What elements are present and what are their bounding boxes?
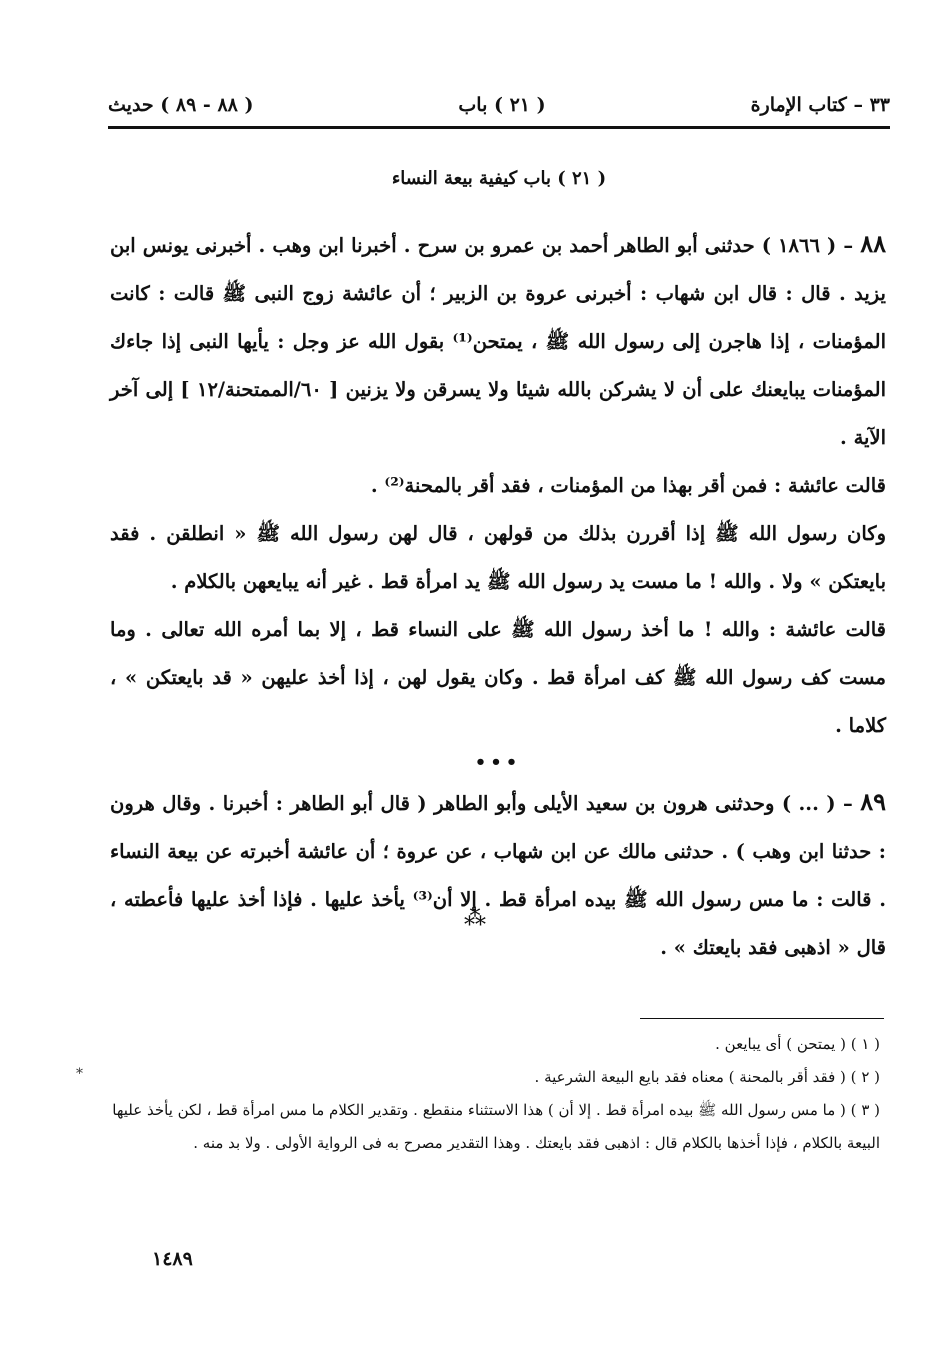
hadith-number: ٨٨ [860, 229, 886, 258]
page-number: ١٤٨٩ [152, 1248, 193, 1270]
separator: ••• [474, 752, 522, 773]
chapter-title: ( ٢١ ) باب كيفية بيعة النساء [391, 168, 607, 189]
footnote: ( ٣ ) ( ما مس رسول الله ﷺ بيده امرأة قط . إلا أن ) هذا الاستثناء منقطع . وتقدير الكلام ما مس امرأة قط ، لكن يأخذ عليها البيعة بالكلام ، فإذا أخذها بالكلام قال : اذهبى فقد بايعتك . وهذا التقدير مصرح به فى الرواية الأولى . ولا بد منه . [112, 1101, 880, 1152]
hadith-number: ٨٩ [860, 787, 887, 816]
footnotes [112, 1028, 880, 1160]
hadith-88 [110, 220, 886, 462]
chapter-label: ( ٢١ ) باب [458, 94, 546, 116]
hadith-text: – ( ١٨٦٦ ) حدثنى أبو الطاهر أحمد بن عمرو بن سرح . أخبرنا ابن وهب . أخبرنى يونس ابن يزيد . قال : قال ابن شهاب : أخبرنى عروة بن الزبير ؛ أن عائشة زوج النبى ﷺ قالت : كانت المؤمنات ، إذا هاجرن إلى رسول الله ﷺ ، يمتحن⁽¹⁾ بقول الله عز وجل : يأيها النبى إذا جاءك المؤمنات يبايعنك على أن لا يشركن بالله شيئا ولا يسرقن ولا يزنين [ ٦٠/الممتحنة/١٢ ] إلى آخر الآية . [110, 234, 887, 449]
header-rule [108, 126, 890, 129]
book-title: ٣٣ – كتاب الإمارة [750, 94, 890, 116]
paragraph: قالت عائشة : فمن أقر بهذا من المؤمنات ، فقد أقر بالمحنة⁽²⁾ . [370, 474, 886, 497]
margin-mark: * [76, 1066, 83, 1082]
main-text [110, 220, 886, 972]
hadith-text: – ( ... ) وحدثنى هرون بن سعيد الأيلى وأبو الطاهر ( قال أبو الطاهر : أخبرنا . وقال هرون : حدثنا ابن وهب ) . حدثنى مالك عن ابن شهاب ، عن عروة ؛ أن عائشة أخبرته عن بيعة النساء . قالت : ما مس رسول الله ﷺ بيده امرأة قط . إلا أن⁽³⁾ يأخذ عليها . فإذا أخذ عليها فأعطته ، قال « اذهبى فقد بايعتك » . [110, 792, 886, 959]
hadith-89 [110, 778, 886, 972]
paragraph: وكان رسول الله ﷺ إذا أقررن بذلك من قولهن ، قال لهن رسول الله ﷺ « انطلقن . فقد بايعتكن » ولا . والله ! ما مست يد رسول الله ﷺ يد امرأة قط . غير أنه يبايعهن بالكلام . [110, 522, 886, 593]
footnote: ( ١ ) ( يمتحن ) أى يبايعن . [715, 1035, 880, 1053]
running-header [108, 88, 890, 122]
end-ornament: ⁂ [464, 906, 486, 931]
footnote-rule [640, 1018, 884, 1019]
footnote: ( ٢ ) ( فقد أقر بالمحنة ) معناه فقد بايع البيعة الشرعية . [534, 1068, 880, 1086]
hadith-range: ( ٨٨ - ٨٩ ) حديث [108, 94, 254, 116]
paragraph: قالت عائشة : والله ! ما أخذ رسول الله ﷺ على النساء قط ، إلا بما أمره الله تعالى . وما مست كف رسول الله ﷺ كف امرأة قط . وكان يقول لهن ، إذا أخذ عليهن « قد بايعتكن » ، كلاما . [110, 618, 886, 737]
